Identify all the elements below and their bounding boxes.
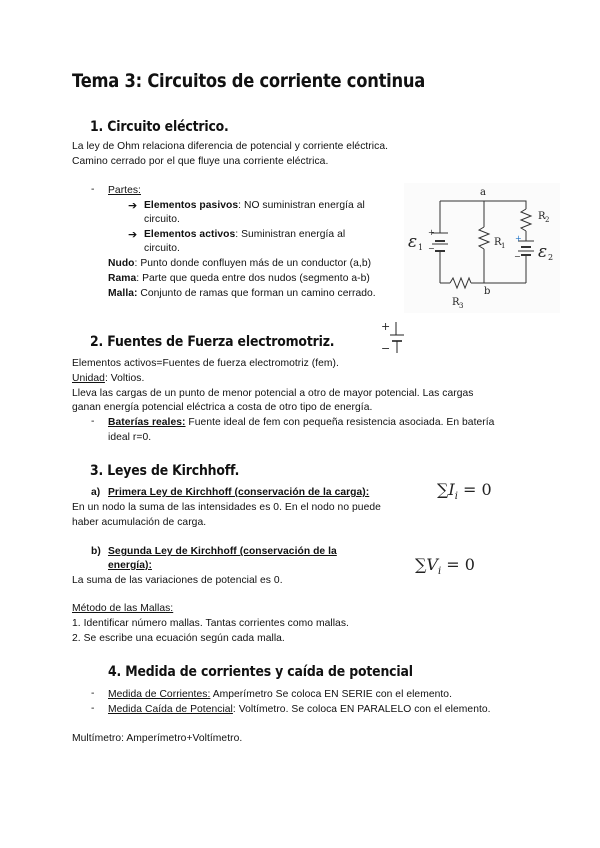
pasivos-item xyxy=(144,199,365,213)
medida-potencial-text: : Voltímetro. Se coloca EN PARALELO con el elemento. xyxy=(232,704,491,715)
s2-paragraph-2: Lleva las cargas de un punto de menor potencial a otro de mayor potencial. Las cargas xyxy=(72,388,474,399)
activos-cont: circuito. xyxy=(144,243,180,254)
emf1-sub: 1 xyxy=(418,243,424,252)
kirchhoff-current-equation: $\sum I_i = 0$ xyxy=(437,480,492,503)
rama-label: Rama xyxy=(108,273,137,284)
s1-paragraph-1: La ley de Ohm relaciona diferencia de potencial y corriente eléctrica. xyxy=(72,141,389,152)
nudo-label: Nudo xyxy=(108,258,135,269)
nudo-text: : Punto donde confluyen más de un conductor (a,b) xyxy=(134,258,372,269)
medida-corrientes-item xyxy=(108,688,452,702)
circuit-diagram xyxy=(404,183,560,313)
battery-minus: − xyxy=(381,342,391,355)
unidad-text: : Voltios. xyxy=(104,373,145,384)
emf2-label: ε xyxy=(538,242,548,262)
first-law-title: Primera Ley de Kirchhoff (conservación de la carga): xyxy=(108,487,370,498)
pasivos-cont: circuito. xyxy=(144,214,180,225)
s2-paragraph-1: Elementos activos=Fuentes de fuerza electromotriz (fem). xyxy=(72,358,339,369)
bullet-dash: - xyxy=(91,703,95,714)
metodo-step-2: 2. Se escribe una ecuación según cada malla. xyxy=(72,633,285,644)
second-law-marker: b) xyxy=(91,546,101,557)
bullet-dash: - xyxy=(91,184,95,195)
rama-item xyxy=(108,272,370,286)
r1-sub: 1 xyxy=(501,242,506,250)
rama-text: : Parte que queda entre dos nudos (segmento a-b) xyxy=(136,273,370,284)
activos-item xyxy=(144,228,345,242)
r1-label: R xyxy=(494,237,502,248)
arrow-bullet-icon: ➔ xyxy=(128,200,138,212)
multimetro-line: Multímetro: Amperímetro+Voltímetro. xyxy=(72,733,243,744)
r2-sub: 2 xyxy=(545,216,550,224)
second-law-title-2: energía): xyxy=(108,560,152,571)
medida-potencial-label: Medida Caída de Potencial xyxy=(108,704,233,715)
emf2-sub: 2 xyxy=(548,253,554,262)
activos-label: Elementos activos xyxy=(144,229,236,240)
section-2-heading: 2. Fuentes de Fuerza electromotriz. xyxy=(90,334,335,350)
activos-text: : Suministran energía al xyxy=(235,229,346,240)
emf1-label: ε xyxy=(408,232,418,252)
first-law-marker: a) xyxy=(91,487,101,498)
battery-plus: + xyxy=(381,320,391,333)
emf1-plus: + xyxy=(428,228,435,237)
emf2-minus: − xyxy=(514,252,521,261)
baterias-label: Baterías reales: xyxy=(108,417,186,428)
metodo-mallas-label: Método de las Mallas: xyxy=(72,603,174,614)
section-4-heading: 4. Medida de corrientes y caída de potencial xyxy=(108,664,413,680)
medida-potencial-item xyxy=(108,703,491,717)
unidad-line xyxy=(72,372,144,386)
partes-label: Partes: xyxy=(108,185,141,196)
arrow-bullet-icon: ➔ xyxy=(128,229,138,241)
r2-label: R xyxy=(538,211,546,222)
baterias-cont: ideal r=0. xyxy=(108,432,152,443)
node-a-label: a xyxy=(480,187,486,198)
pasivos-label: Elementos pasivos xyxy=(144,200,239,211)
second-law-text: La suma de las variaciones de potencial es 0. xyxy=(72,575,283,586)
malla-label: Malla: xyxy=(108,288,138,299)
bullet-dash: - xyxy=(91,688,95,699)
medida-corrientes-label: Medida de Corrientes: xyxy=(108,689,211,700)
first-law-text-1: En un nodo la suma de las intensidades es 0. En el nodo no puede xyxy=(72,502,381,513)
metodo-step-1: 1. Identificar número mallas. Tantas corrientes como mallas. xyxy=(72,618,349,629)
second-law-title-1: Segunda Ley de Kirchhoff (conservación de la xyxy=(108,546,337,557)
first-law-text-2: haber acumulación de carga. xyxy=(72,517,207,528)
emf1-minus: − xyxy=(428,244,435,253)
pasivos-text: : NO suministran energía al xyxy=(238,200,365,211)
battery-symbol-icon xyxy=(378,319,410,357)
medida-corrientes-text: Amperímetro Se coloca EN SERIE con el elemento. xyxy=(210,689,452,700)
s2-paragraph-3: ganan energía potencial eléctrica a costa de otro tipo de energía. xyxy=(72,402,373,413)
section-3-heading: 3. Leyes de Kirchhoff. xyxy=(90,463,240,479)
s1-paragraph-2: Camino cerrado por el que fluye una corriente eléctrica. xyxy=(72,156,329,167)
malla-text: Conjunto de ramas que forman un camino cerrado. xyxy=(137,288,376,299)
baterias-item xyxy=(108,416,494,430)
unidad-label: Unidad xyxy=(72,373,105,384)
r3-sub: 3 xyxy=(459,302,464,310)
bullet-dash: - xyxy=(91,416,95,427)
malla-item xyxy=(108,287,376,301)
page-title: Tema 3: Circuitos de corriente continua xyxy=(72,70,426,92)
node-b-label: b xyxy=(484,286,491,297)
baterias-text: Fuente ideal de fem con pequeña resistencia asociada. En batería xyxy=(185,417,495,428)
emf2-plus: + xyxy=(515,234,522,243)
r3-label: R xyxy=(452,297,460,308)
kirchhoff-voltage-equation: $\sum V_i = 0$ xyxy=(415,555,475,578)
nudo-item xyxy=(108,257,371,271)
section-1-heading: 1. Circuito eléctrico. xyxy=(90,119,229,135)
